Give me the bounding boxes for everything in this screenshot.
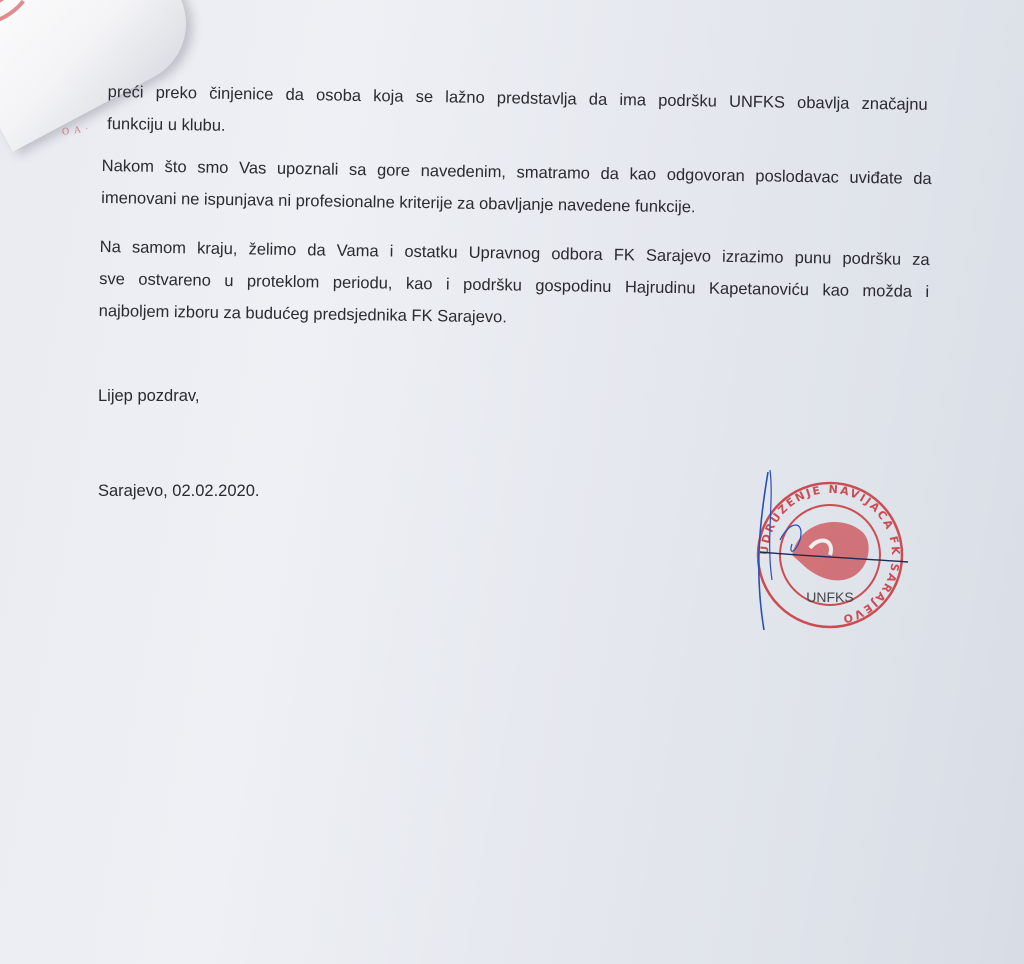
paragraph-2-line-1: Nakom što smo Vas upoznali sa gore navedenim, smatramo da kao odgovoran poslodavac uviđate da [101, 156, 932, 189]
closing-salutation: Lijep pozdrav, [98, 387, 200, 405]
red-stamp-marks [0, 0, 85, 55]
paragraph-3-line-2: sve ostvareno u proteklom periodu, kao i podršku gospodinu Hajrudinu Kapetanoviću kao možda i [99, 270, 930, 302]
stamp-ring-text: UDRUŽENJE NAVIJAČA FK SARAJEVO [757, 482, 903, 626]
paragraph-1-line-2: funkciju u klubu. [107, 115, 226, 136]
paragraph-2 [101, 150, 932, 227]
date-line: Sarajevo, 02.02.2020. [98, 482, 260, 500]
stamp-label: UNFKS [806, 589, 854, 605]
faint-stamp-fragment: O A · [61, 124, 91, 138]
paragraph-3-line-3: najboljem izboru za budućeg predsjednika FK Sarajevo. [98, 302, 508, 327]
paragraph-1 [107, 76, 928, 153]
paragraph-1-line-1: preći preko činjenice da osoba koja se lažno predstavlja da ima podršku UNFKS obavlja značajnu [107, 82, 928, 114]
paragraph-3 [98, 231, 929, 341]
paragraph-2-line-2: imenovani ne ispunjava ni profesionalne kriterije za obavljanje navedene funkcije. [101, 189, 696, 217]
paragraph-3-line-1: Na samom kraju, želimo da Vama i ostatku Upravnog odbora FK Sarajevo izrazimo punu podršku za [99, 237, 930, 270]
unfks-stamp [730, 460, 930, 640]
